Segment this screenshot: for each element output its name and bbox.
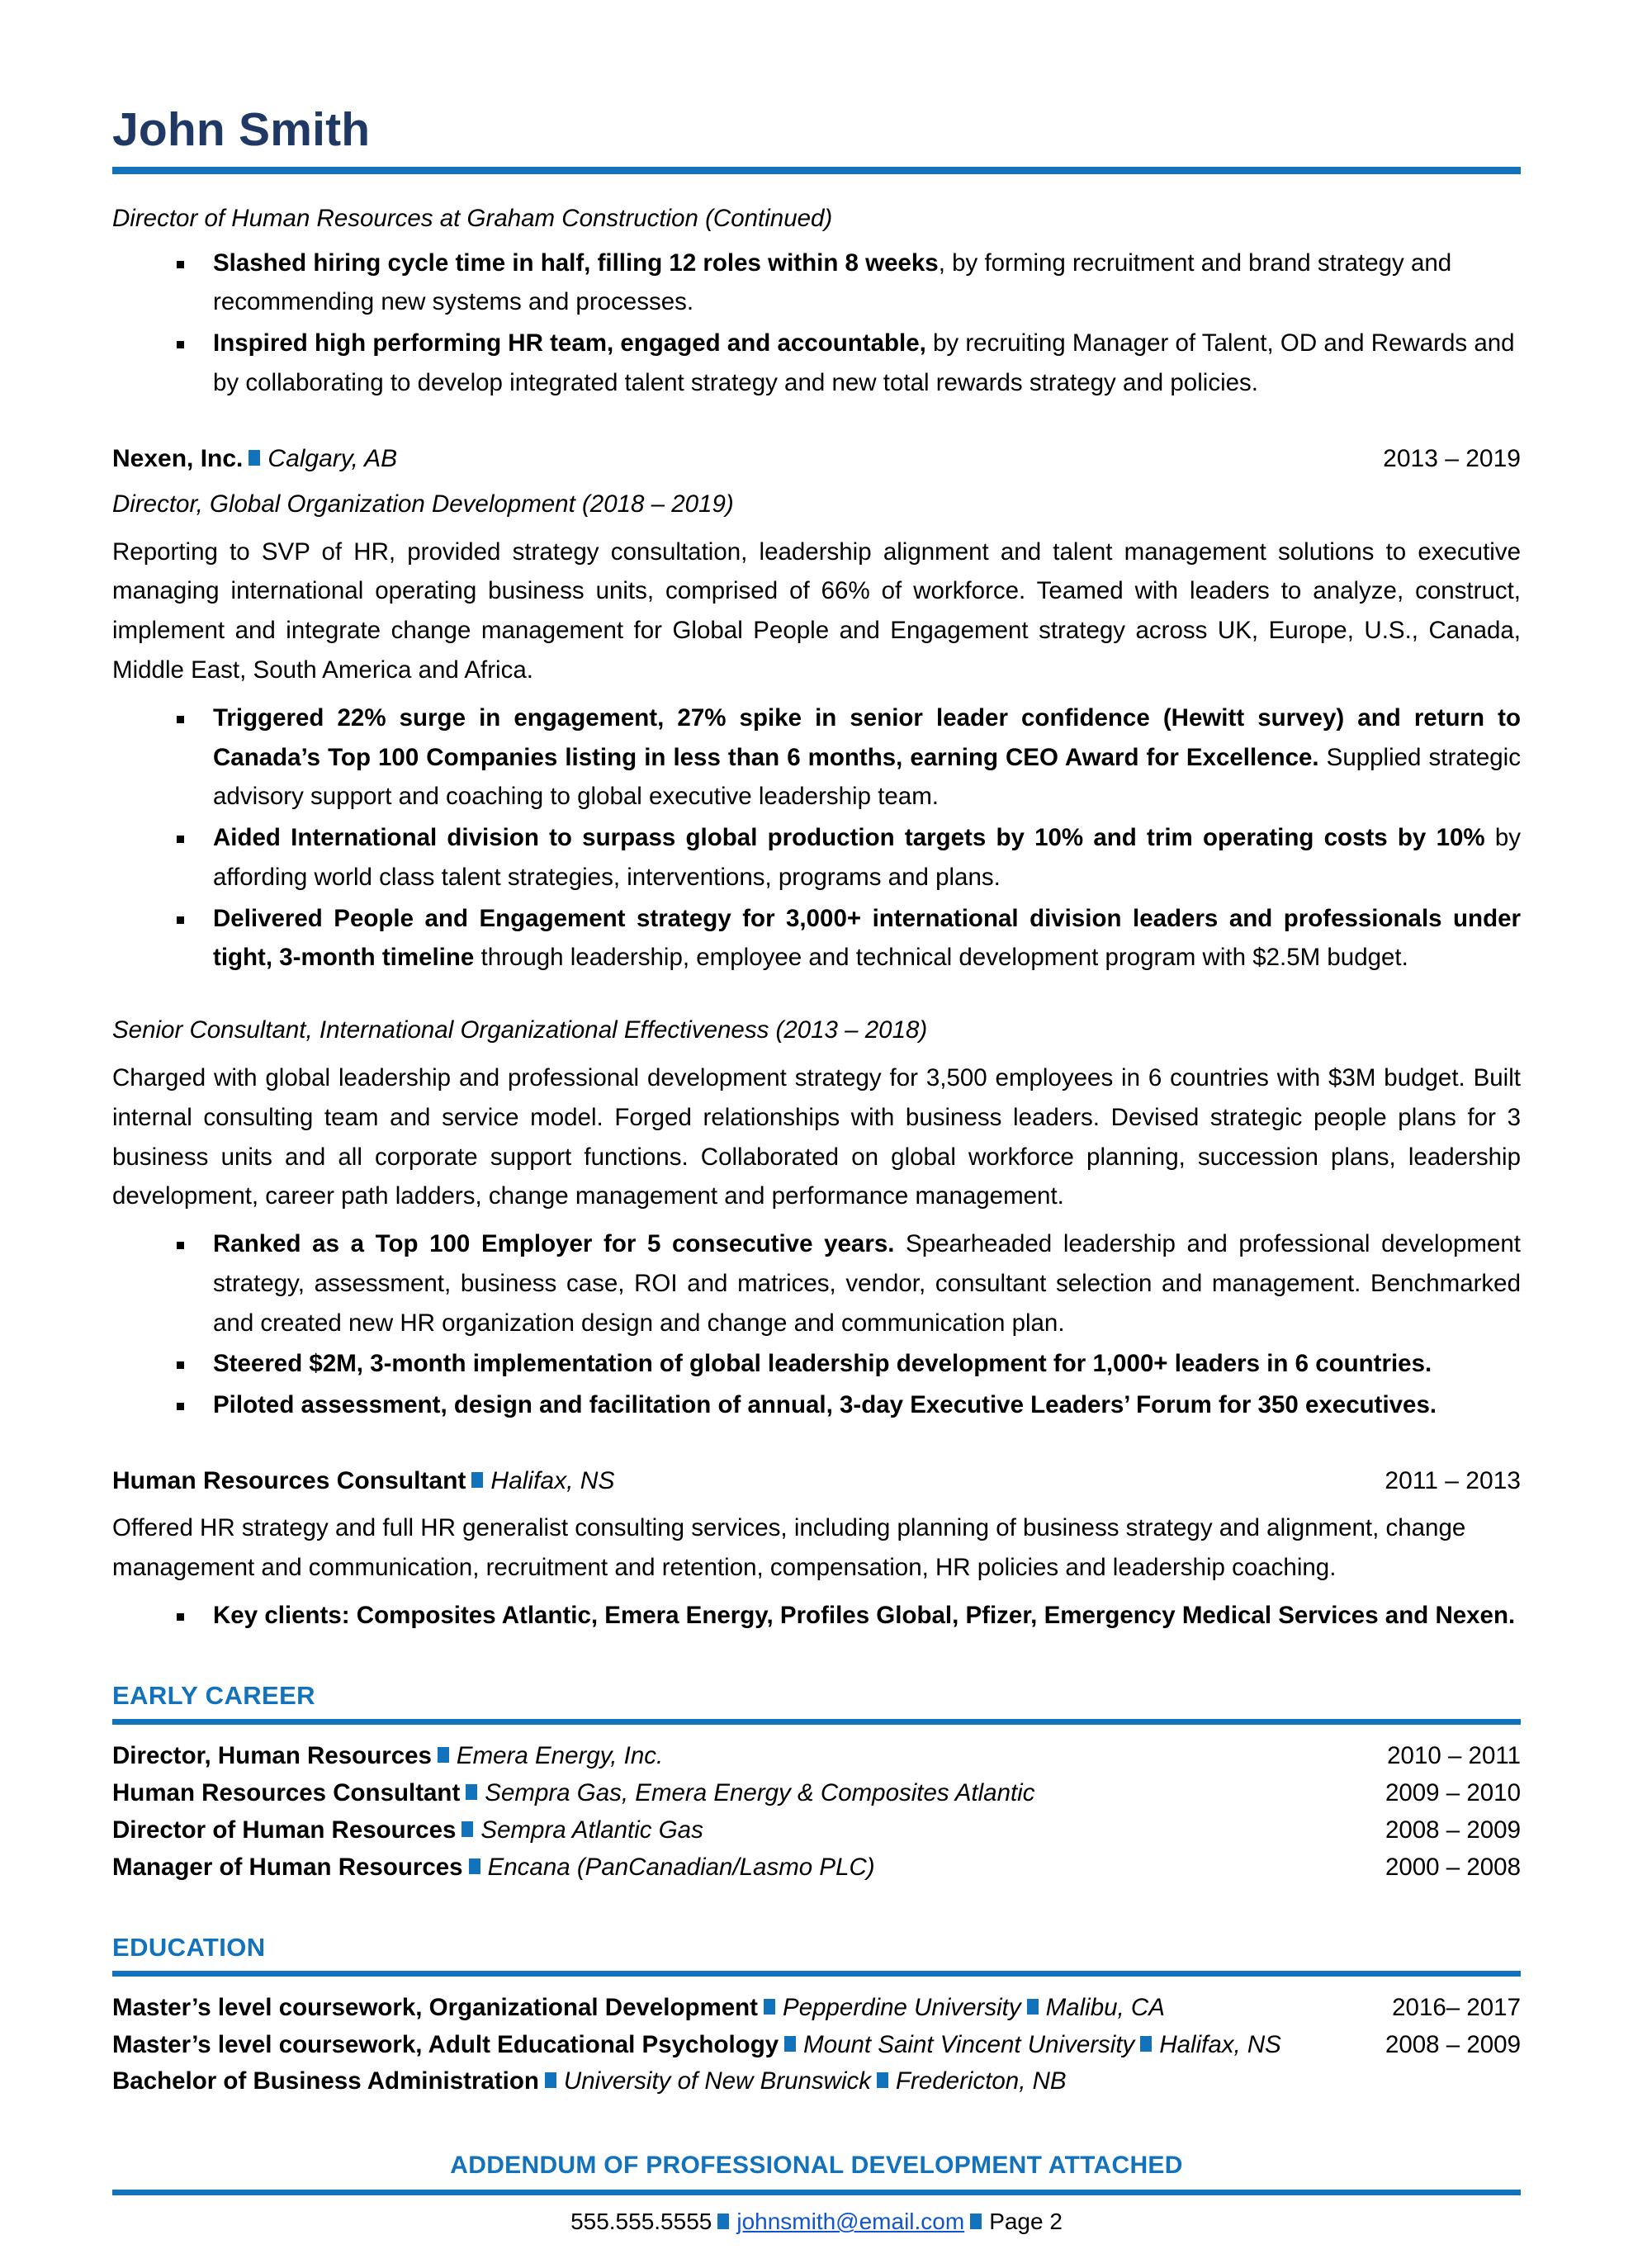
education-institution: Pepperdine University: [783, 1993, 1021, 2021]
hr-consultant-bullet-list: [112, 1596, 1521, 1636]
education-institution: University of New Brunswick: [563, 2067, 872, 2095]
education-row-left: [112, 1990, 1367, 2027]
education-divider: [112, 1971, 1521, 1977]
early-career-row-left: [112, 1812, 1361, 1849]
bullet-detail-text: by affording world class talent strategies, interventions, programs and plans.: [213, 824, 1522, 891]
education-degree: Bachelor of Business Administration: [112, 2067, 539, 2095]
bullet-lead-text: Key clients: Composites Atlantic, Emera Energy, Profiles Global, Pfizer, Emergency Medical Services and Nexen.: [213, 1601, 1516, 1629]
bullet-item: [112, 698, 1521, 817]
bullet-item: [112, 1224, 1521, 1342]
early-career-row: [112, 1738, 1521, 1775]
early-career-row-left: [112, 1738, 1362, 1775]
education-row: [112, 2063, 1521, 2100]
nexen-dates: 2013 – 2019: [1383, 444, 1521, 472]
blue-square-separator-icon: [877, 2072, 888, 2088]
early-career-row-left: [112, 1775, 1361, 1812]
early-career-row: [112, 1775, 1521, 1812]
education-row: [112, 2027, 1521, 2064]
bullet-detail-text: through leadership, employee and technical development program with $2.5M budget.: [474, 944, 1408, 972]
blue-square-separator-icon: [1140, 2036, 1152, 2052]
blue-square-separator-icon: [717, 2214, 729, 2229]
education-location: Malibu, CA: [1045, 1993, 1165, 2021]
nexen-role2-summary: Charged with global leadership and professional development strategy for 3,500 employees in 6 countries with $3M budget. Built internal consulting team and service model. Forged relationships with business leaders. Devised strategic people plans for 3 business units and all corporate support functions. Collaborated on global workforce planning, succession plans, leadership development, career path ladders, change management and performance management.: [112, 1064, 1521, 1210]
continued-role-line: Director of Human Resources at Graham Construction (Continued): [112, 204, 833, 232]
education-location: Halifax, NS: [1159, 2030, 1281, 2058]
education-heading: EDUCATION: [112, 1932, 266, 1962]
bullet-lead-text: Steered $2M, 3-month implementation of global leadership development for 1,000+ leaders in 6 countries.: [213, 1350, 1432, 1378]
education-dates: 2016– 2017: [1392, 1993, 1521, 2021]
early-career-dates: 2008 – 2009: [1384, 1816, 1521, 1844]
nexen-role1-bullet-list: [112, 698, 1521, 978]
early-career-dates: 2009 – 2010: [1384, 1779, 1521, 1807]
blue-square-separator-icon: [248, 450, 260, 466]
bullet-item: [112, 899, 1521, 978]
education-row-left: [112, 2027, 1361, 2064]
early-career-org: Sempra Gas, Emera Energy & Composites Atlantic: [485, 1779, 1035, 1807]
footer-divider: [112, 2190, 1521, 2195]
blue-square-separator-icon: [1027, 1999, 1039, 2015]
early-career-list: [112, 1738, 1521, 1886]
bullet-detail-text: by recruiting Manager of Talent, OD and Rewards and by collaborating to develop integrated talent strategy and new total rewards strategy and policies.: [213, 329, 1515, 396]
nexen-role1-title: Director, Global Organization Development (2018 – 2019): [112, 490, 734, 518]
education-list: [112, 1990, 1521, 2100]
early-career-row: [112, 1812, 1521, 1849]
page-title: John Smith: [112, 103, 371, 156]
nexen-role1-summary: Reporting to SVP of HR, provided strategy consultation, leadership alignment and talent management solutions to executive managing international operating business units, comprised of 66% of workforce. Teamed with leaders to analyze, construct, implement and integrate change management for Global People and Engagement strategy across UK, Europe, U.S., Canada, Middle East, South America and Africa.: [112, 537, 1521, 684]
early-career-row-left: [112, 1849, 1361, 1887]
bullet-lead-text: Piloted assessment, design and facilitation of annual, 3-day Executive Leaders’ Forum for 350 executives.: [213, 1391, 1437, 1419]
early-career-heading: EARLY CAREER: [112, 1681, 315, 1711]
blue-square-separator-icon: [970, 2214, 982, 2229]
bullet-detail-text: Spearheaded leadership and professional development strategy, assessment, business case, ROI and matrices, vendor, consultant selection and management. Benchmarked and created new HR organization design and change and communication plan.: [213, 1230, 1521, 1337]
blue-square-separator-icon: [469, 1858, 480, 1874]
education-location: Fredericton, NB: [896, 2067, 1067, 2095]
nexen-location: Calgary, AB: [267, 444, 398, 472]
nexen-org-name: Nexen, Inc.: [112, 444, 244, 472]
early-career-org: Emera Energy, Inc.: [456, 1742, 664, 1770]
hr-consultant-entry-header: [112, 1465, 1521, 1497]
bullet-item: [112, 1385, 1521, 1425]
footer-phone: 555.555.5555: [570, 2209, 712, 2235]
hr-consultant-role: Human Resources Consultant: [112, 1467, 466, 1495]
hr-consultant-summary: Offered HR strategy and full HR generalist consulting services, including planning of business strategy and alignment, change management and communication, recruitment and retention, compensation, HR policies and leadership coaching.: [112, 1514, 1466, 1581]
bullet-lead-text: Ranked as a Top 100 Employer for 5 consecutive years.: [213, 1230, 895, 1258]
education-institution: Mount Saint Vincent University: [803, 2030, 1135, 2058]
graham-bullet-list: [112, 244, 1521, 403]
early-career-section: [112, 1681, 1521, 1886]
education-dates: 2008 – 2009: [1384, 2030, 1521, 2058]
header-divider: [112, 167, 1521, 174]
early-career-dates: 2010 – 2011: [1387, 1742, 1521, 1770]
bullet-lead-text: Inspired high performing HR team, engaged and accountable,: [213, 329, 926, 357]
hr-consultant-location: Halifax, NS: [490, 1467, 615, 1495]
education-row-left: [112, 2063, 1496, 2100]
bullet-item: [112, 1344, 1521, 1384]
bullet-lead-text: Triggered 22% surge in engagement, 27% spike in senior leader confidence (Hewitt survey) and return to Canada’s Top 100 Companies listing in less than 6 months, earning CEO Award for Excellence.: [213, 703, 1521, 771]
bullet-detail-text: Supplied strategic advisory support and coaching to global executive leadership team.: [213, 743, 1521, 811]
education-degree: Master’s level coursework, Organizational Development: [112, 1993, 759, 2021]
early-career-role: Human Resources Consultant: [112, 1779, 461, 1807]
blue-square-separator-icon: [466, 1784, 477, 1800]
blue-square-separator-icon: [784, 2036, 796, 2052]
blue-square-separator-icon: [545, 2072, 556, 2088]
bullet-item: [112, 1596, 1521, 1636]
footer-page-number: Page 2: [989, 2209, 1063, 2235]
education-section: [112, 1933, 1521, 2100]
blue-square-separator-icon: [438, 1747, 449, 1763]
blue-square-separator-icon: [462, 1821, 473, 1837]
early-career-role: Director, Human Resources: [112, 1742, 432, 1770]
bullet-item: [112, 244, 1521, 323]
bullet-item: [112, 324, 1521, 403]
bullet-detail-text: , by forming recruitment and brand strategy and recommending new systems and processes.: [213, 249, 1452, 316]
early-career-org: Encana (PanCanadian/Lasmo PLC): [487, 1853, 875, 1881]
education-row: [112, 1990, 1521, 2027]
hr-consultant-dates: 2011 – 2013: [1384, 1467, 1521, 1495]
early-career-dates: 2000 – 2008: [1384, 1853, 1521, 1881]
bullet-lead-text: Delivered People and Engagement strategy for 3,000+ international division leaders and professionals under tight, 3-month timeline: [213, 904, 1521, 972]
blue-square-separator-icon: [764, 1999, 775, 2015]
footer-email-link[interactable]: johnsmith@email.com: [736, 2209, 965, 2235]
early-career-role: Manager of Human Resources: [112, 1853, 463, 1881]
blue-square-separator-icon: [471, 1472, 483, 1488]
footer-contact-line: [112, 2209, 1521, 2268]
early-career-org: Sempra Atlantic Gas: [480, 1816, 703, 1844]
nexen-entry-header: [112, 443, 1521, 475]
nexen-role2-title: Senior Consultant, International Organizational Effectiveness (2013 – 2018): [112, 1016, 928, 1044]
early-career-row: [112, 1849, 1521, 1887]
bullet-lead-text: Slashed hiring cycle time in half, filling 12 roles within 8 weeks: [213, 249, 939, 277]
bullet-lead-text: Aided International division to surpass global production targets by 10% and trim operating costs by 10%: [213, 824, 1485, 852]
nexen-role2-bullet-list: [112, 1224, 1521, 1425]
early-career-divider: [112, 1719, 1521, 1725]
education-degree: Master’s level coursework, Adult Educational Psychology: [112, 2030, 779, 2058]
addendum-note: ADDENDUM OF PROFESSIONAL DEVELOPMENT ATTACHED: [450, 2152, 1183, 2180]
early-career-role: Director of Human Resources: [112, 1816, 457, 1844]
bullet-item: [112, 818, 1521, 897]
